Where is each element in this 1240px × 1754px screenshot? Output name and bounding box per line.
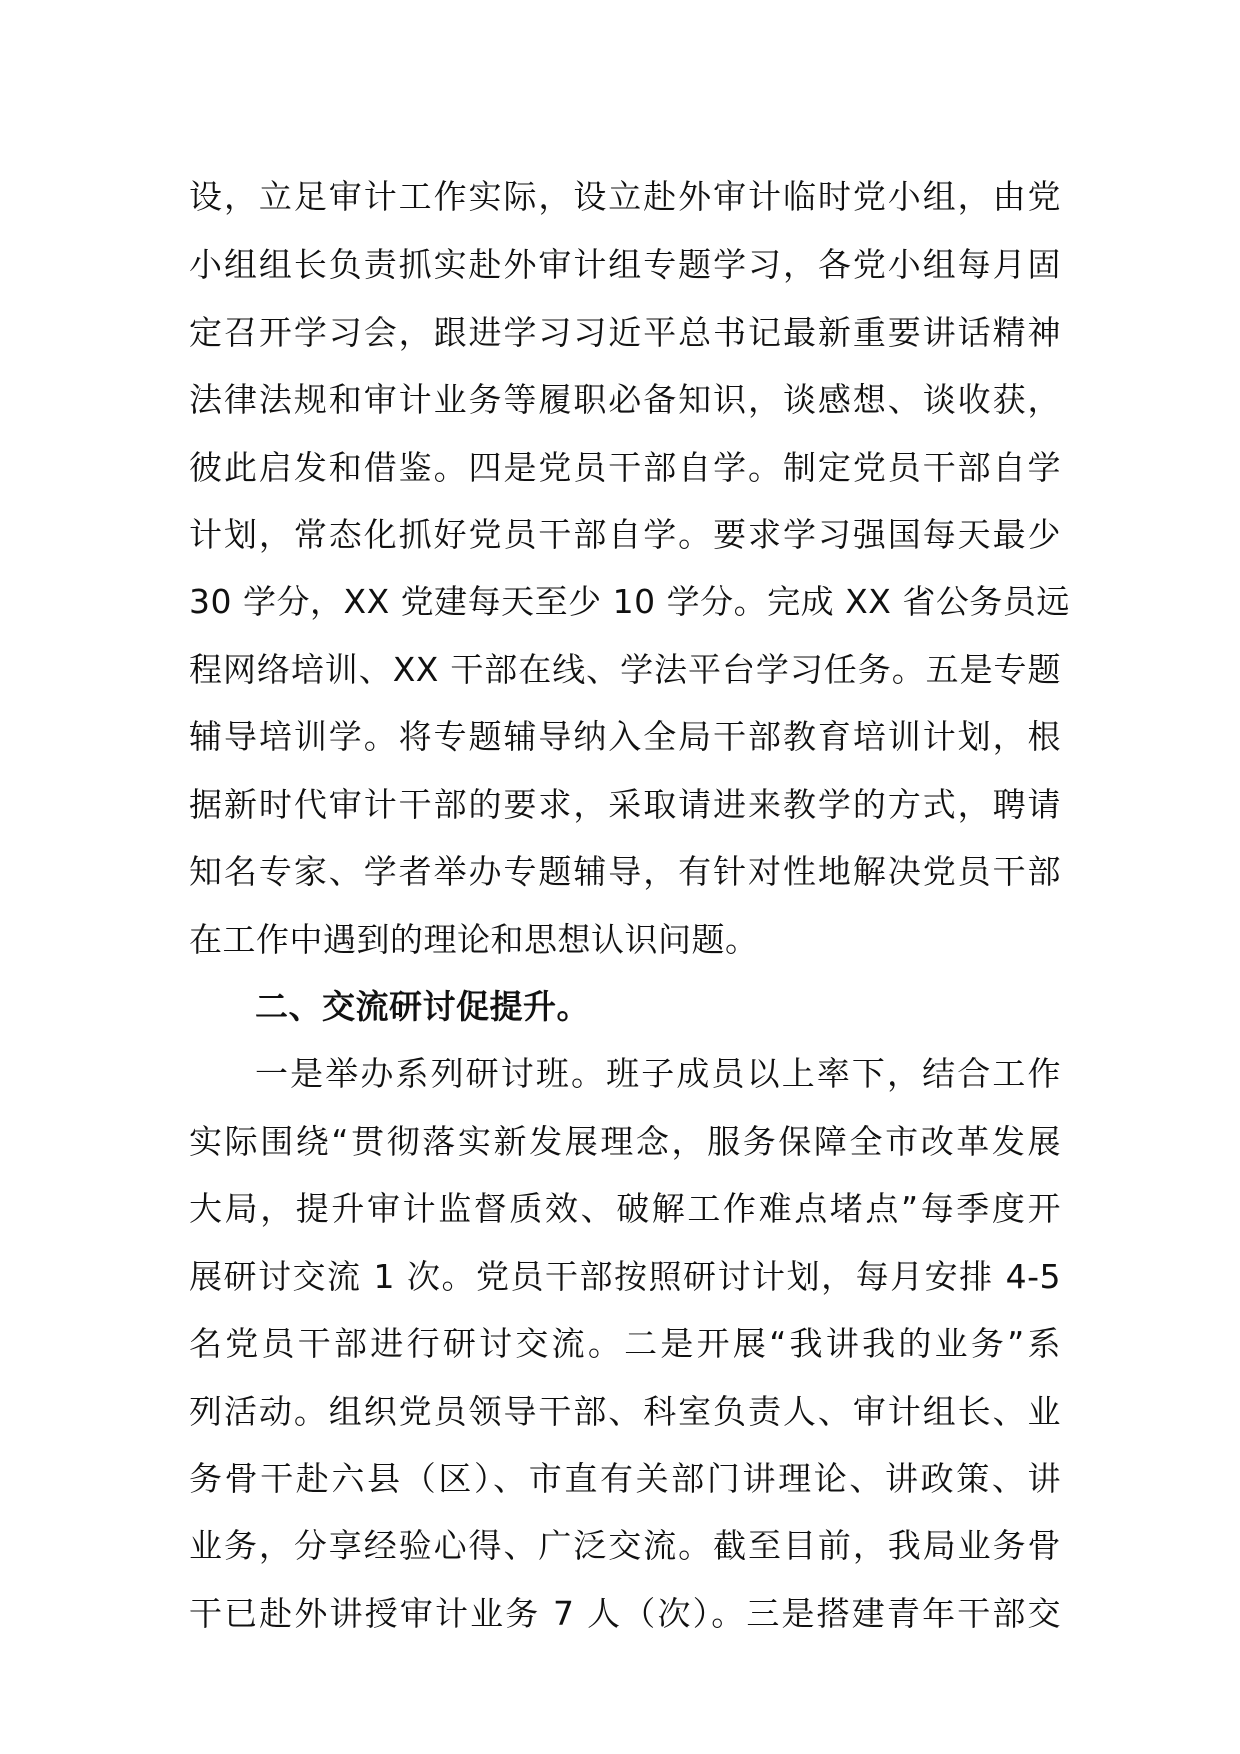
paragraph-line: 定召开学习会，跟进学习习近平总书记最新重要讲话精神: [189, 313, 1061, 352]
paragraph-line: 列活动。组织党员领导干部、科室负责人、审计组长、业: [189, 1392, 1061, 1431]
paragraph-line: 在工作中遇到的理论和思想认识问题。: [189, 920, 759, 959]
paragraph-line: 彼此启发和借鉴。四是党员干部自学。制定党员干部自学: [189, 448, 1061, 487]
paragraph-line: 据新时代审计干部的要求，采取请进来教学的方式，聘请: [189, 785, 1061, 824]
paragraph-line: 小组组长负责抓实赴外审计组专题学习，各党小组每月固: [189, 245, 1061, 284]
paragraph-line: 辅导培训学。将专题辅导纳入全局干部教育培训计划，根: [189, 717, 1061, 756]
paragraph-line: 展研讨交流 1 次。党员干部按照研讨计划，每月安排 4-5: [189, 1257, 1061, 1296]
paragraph-line: 30 学分，XX 党建每天至少 10 学分。完成 XX 省公务员远: [189, 582, 1070, 621]
paragraph-line: 名党员干部进行研讨交流。二是开展“我讲我的业务”系: [189, 1324, 1061, 1363]
paragraph-line: 干已赴外讲授审计业务 7 人（次）。三是搭建青年干部交: [189, 1594, 1061, 1633]
paragraph-line: 实际围绕“贯彻落实新发展理念，服务保障全市改革发展: [189, 1122, 1061, 1161]
paragraph-line: 程网络培训、XX 干部在线、学法平台学习任务。五是专题: [189, 650, 1061, 689]
paragraph-line: 设，立足审计工作实际，设立赴外审计临时党小组，由党: [189, 177, 1061, 216]
paragraph-line: 计划，常态化抓好党员干部自学。要求学习强国每天最少: [189, 515, 1061, 554]
section-heading: 二、交流研讨促提升。: [255, 987, 590, 1026]
paragraph-line: 知名专家、学者举办专题辅导，有针对性地解决党员干部: [189, 852, 1061, 891]
paragraph-line: 大局，提升审计监督质效、破解工作难点堵点”每季度开: [189, 1189, 1061, 1228]
paragraph-line: 一是举办系列研讨班。班子成员以上率下，结合工作: [255, 1054, 1061, 1093]
paragraph-line: 务骨干赴六县（区）、市直有关部门讲理论、讲政策、讲: [189, 1459, 1061, 1498]
paragraph-line: 法律法规和审计业务等履职必备知识，谈感想、谈收获，: [189, 380, 1061, 419]
paragraph-line: 业务，分享经验心得、广泛交流。截至目前，我局业务骨: [189, 1526, 1061, 1565]
